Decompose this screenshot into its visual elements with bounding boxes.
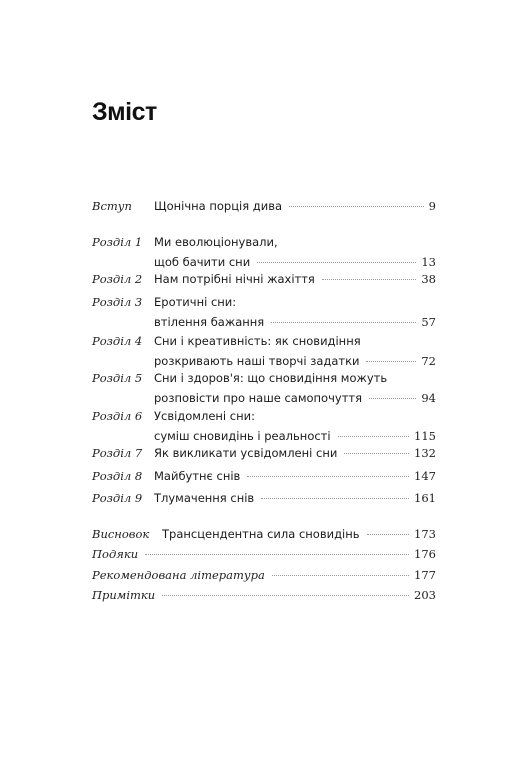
- toc-entry-page: 132: [414, 446, 436, 460]
- dot-leader: [257, 262, 416, 263]
- dot-leader: [367, 534, 410, 535]
- toc-entry-title: Усвідомлені сни:: [154, 409, 255, 423]
- dot-leader: [344, 453, 409, 454]
- dot-leader: [369, 398, 416, 399]
- toc-entry-title: щоб бачити сни: [154, 255, 251, 269]
- dot-leader: [338, 436, 409, 437]
- dot-leader: [271, 322, 416, 323]
- toc-entry-chapter-9[interactable]: [92, 488, 436, 508]
- toc-entry-chapter-7[interactable]: [92, 443, 436, 463]
- toc-entry-label: Розділ 5: [92, 371, 143, 385]
- toc-entry-title: Сни і здоров'я: що сновидіння можуть: [154, 371, 388, 385]
- toc-entry-chapter-3[interactable]: [92, 292, 436, 332]
- toc-entry-chapter-2[interactable]: [92, 269, 436, 289]
- toc-entry-conclusion[interactable]: [92, 524, 436, 544]
- toc-entry-page: 9: [428, 199, 436, 213]
- toc-entry-chapter-1[interactable]: [92, 232, 436, 272]
- dot-leader: [289, 206, 424, 207]
- toc-entry-title: суміш сновидінь і реальності: [154, 429, 331, 443]
- toc-entry-title: Рекомендована література: [92, 568, 265, 582]
- toc-entry-label: Вступ: [92, 199, 132, 213]
- dot-leader: [145, 554, 409, 555]
- toc-entry-title: Сни і креативність: як сновидіння: [154, 334, 361, 348]
- toc-entry-page: 94: [421, 391, 436, 405]
- toc-entry-page: 38: [421, 272, 436, 286]
- toc-entry-title: Ми еволюціонували,: [154, 235, 278, 249]
- toc-entry-page: 72: [421, 354, 436, 368]
- toc-entry-page: 57: [421, 315, 436, 329]
- toc-entry-chapter-5[interactable]: [92, 368, 436, 408]
- toc-entry-page: 13: [421, 255, 436, 269]
- toc-entry-chapter-4[interactable]: [92, 331, 436, 371]
- toc-entry-page: 161: [414, 491, 436, 505]
- toc-entry-page: 203: [414, 588, 436, 602]
- dot-leader: [366, 361, 416, 362]
- toc-entry-title: Трансцендентна сила сновидінь: [162, 527, 360, 541]
- toc-entry-chapter-8[interactable]: [92, 466, 436, 486]
- toc-entry-chapter-6[interactable]: [92, 406, 436, 446]
- toc-entry-title: Тлумачення снів: [154, 491, 255, 505]
- toc-entry-label: Розділ 9: [92, 491, 143, 505]
- dot-leader: [261, 498, 409, 499]
- toc-entry-intro[interactable]: [92, 196, 436, 216]
- toc-entry-title: Як викликати усвідомлені сни: [154, 446, 338, 460]
- toc-entry-label: Розділ 3: [92, 295, 143, 309]
- toc-entry-page: 173: [414, 527, 436, 541]
- toc-entry-label: Висновок: [92, 527, 150, 541]
- dot-leader: [322, 279, 417, 280]
- toc-entry-acknowledgements[interactable]: [92, 544, 436, 564]
- toc-entry-label: Розділ 7: [92, 446, 143, 460]
- dot-leader: [272, 575, 409, 576]
- toc-entry-title: розкривають наші творчі задатки: [154, 354, 360, 368]
- toc-entry-title: Еротичні сни:: [154, 295, 237, 309]
- toc-entry-label: Розділ 6: [92, 409, 143, 423]
- toc-entry-page: 177: [414, 568, 436, 582]
- toc-entry-title: Примітки: [92, 588, 156, 602]
- toc-entry-title: розповісти про наше самопочуття: [154, 391, 363, 405]
- dot-leader: [162, 595, 409, 596]
- toc-entry-notes[interactable]: [92, 585, 436, 605]
- toc-entry-title: Майбутнє снів: [154, 469, 241, 483]
- dot-leader: [247, 476, 409, 477]
- toc-entry-title: Щонічна порція дива: [154, 199, 283, 213]
- toc-entry-page: 176: [414, 547, 436, 561]
- page-title: Зміст: [92, 98, 157, 126]
- toc-entry-label: Розділ 1: [92, 235, 143, 249]
- toc-entry-title: втілення бажання: [154, 315, 265, 329]
- toc-entry-label: Розділ 8: [92, 469, 143, 483]
- toc-entry-title: Подяки: [92, 547, 139, 561]
- toc-entry-recommended-reading[interactable]: [92, 565, 436, 585]
- toc-entry-page: 115: [414, 429, 436, 443]
- toc-entry-label: Розділ 4: [92, 334, 143, 348]
- toc-entry-page: 147: [414, 469, 436, 483]
- toc-entry-label: Розділ 2: [92, 272, 143, 286]
- toc-entry-title: Нам потрібні нічні жахіття: [154, 272, 315, 286]
